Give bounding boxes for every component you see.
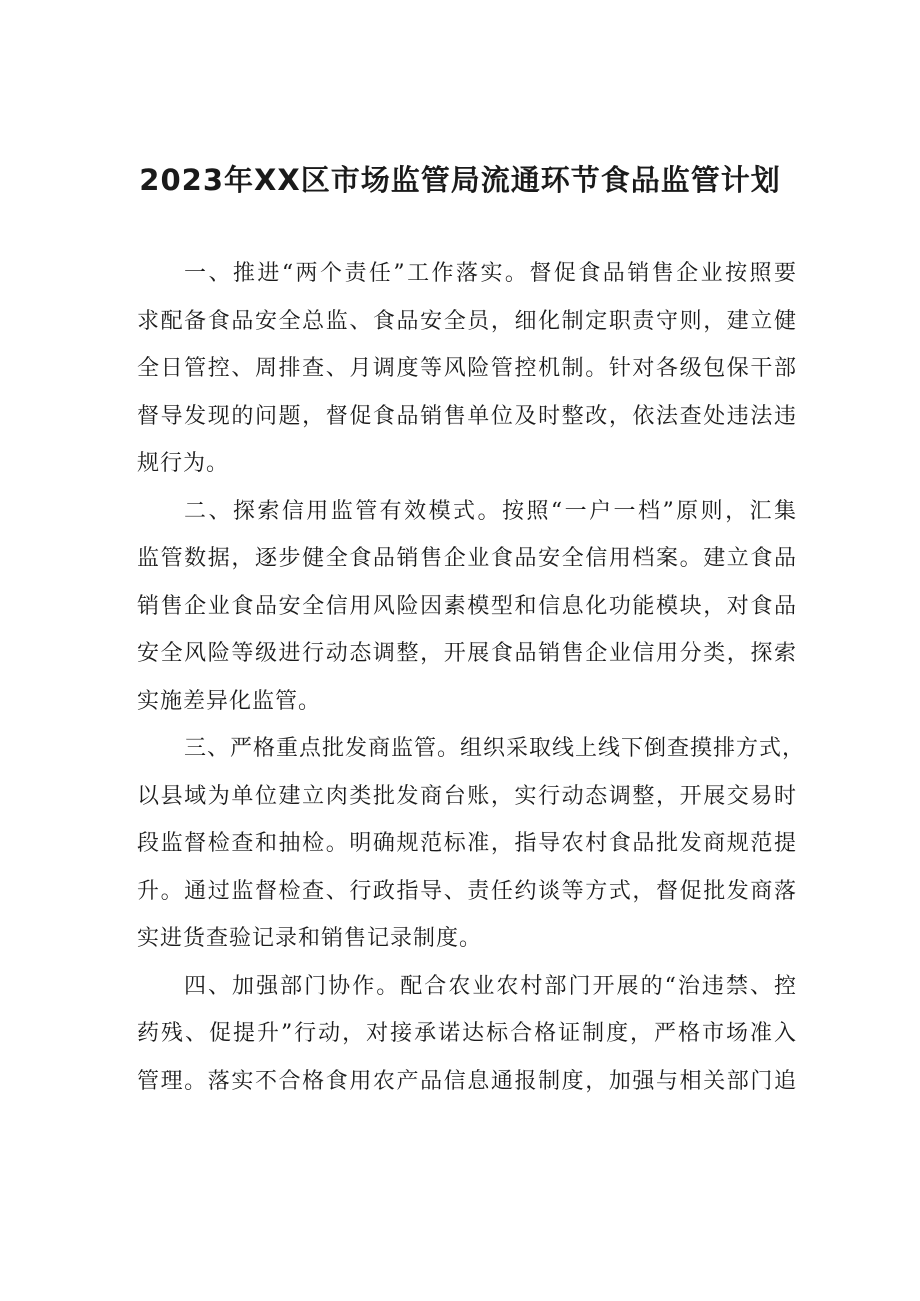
paragraph-4: [137, 963, 797, 1106]
paragraph-line: 二、探索信用监管有效模式。按照“一户一档”原则，汇集: [184, 498, 797, 524]
paragraph-line: 实施差异化监管。: [137, 688, 322, 714]
paragraph-line: 三、严格重点批发商监管。组织采取线上线下倒查摸排方式，: [184, 736, 806, 761]
paragraph-line: 药残、促提升”行动，对接承诺达标合格证制度，严格市场准入: [137, 1021, 797, 1046]
paragraph-line: 四、加强部门协作。配合农业农村部门开展的“治违禁、控: [184, 973, 797, 999]
paragraph-line: 升。通过监督检查、行政指导、责任约谈等方式，督促批发商落: [137, 878, 797, 904]
paragraph-line: 实进货查验记录和销售记录制度。: [137, 926, 483, 951]
paragraph-line: 全日管控、周排查、月调度等风险管控机制。针对各级包保干部: [137, 356, 797, 381]
paragraph-line: 以县域为单位建立肉类批发商台账，实行动态调整，开展交易时: [137, 783, 797, 809]
paragraph-line: 督导发现的问题，督促食品销售单位及时整改，依法查处违法违: [137, 403, 797, 429]
paragraph-line: 管理。落实不合格食用农产品信息通报制度，加强与相关部门追: [137, 1068, 797, 1094]
paragraph-line: 销售企业食品安全信用风险因素模型和信息化功能模块，对食品: [137, 593, 797, 619]
paragraph-2: [137, 488, 797, 726]
paragraph-line: 规行为。: [137, 451, 230, 476]
paragraph-line: 段监督检查和抽检。明确规范标准，指导农村食品批发商规范提: [137, 831, 797, 856]
paragraph-3: [137, 725, 806, 963]
paragraph-line: 安全风险等级进行动态调整，开展食品销售企业信用分类，探索: [137, 641, 797, 666]
paragraph-line: 监管数据，逐步健全食品销售企业食品安全信用档案。建立食品: [137, 546, 797, 571]
paragraph-line: 一、推进“两个责任”工作落实。督促食品销售企业按照要: [184, 261, 797, 286]
document-title: 2023年XX区市场监管局流通环节食品监管计划: [139, 163, 781, 197]
paragraph-line: 求配备食品安全总监、食品安全员，细化制定职责守则，建立健: [137, 308, 797, 334]
document-body: [137, 250, 806, 1105]
paragraph-1: [137, 250, 797, 488]
